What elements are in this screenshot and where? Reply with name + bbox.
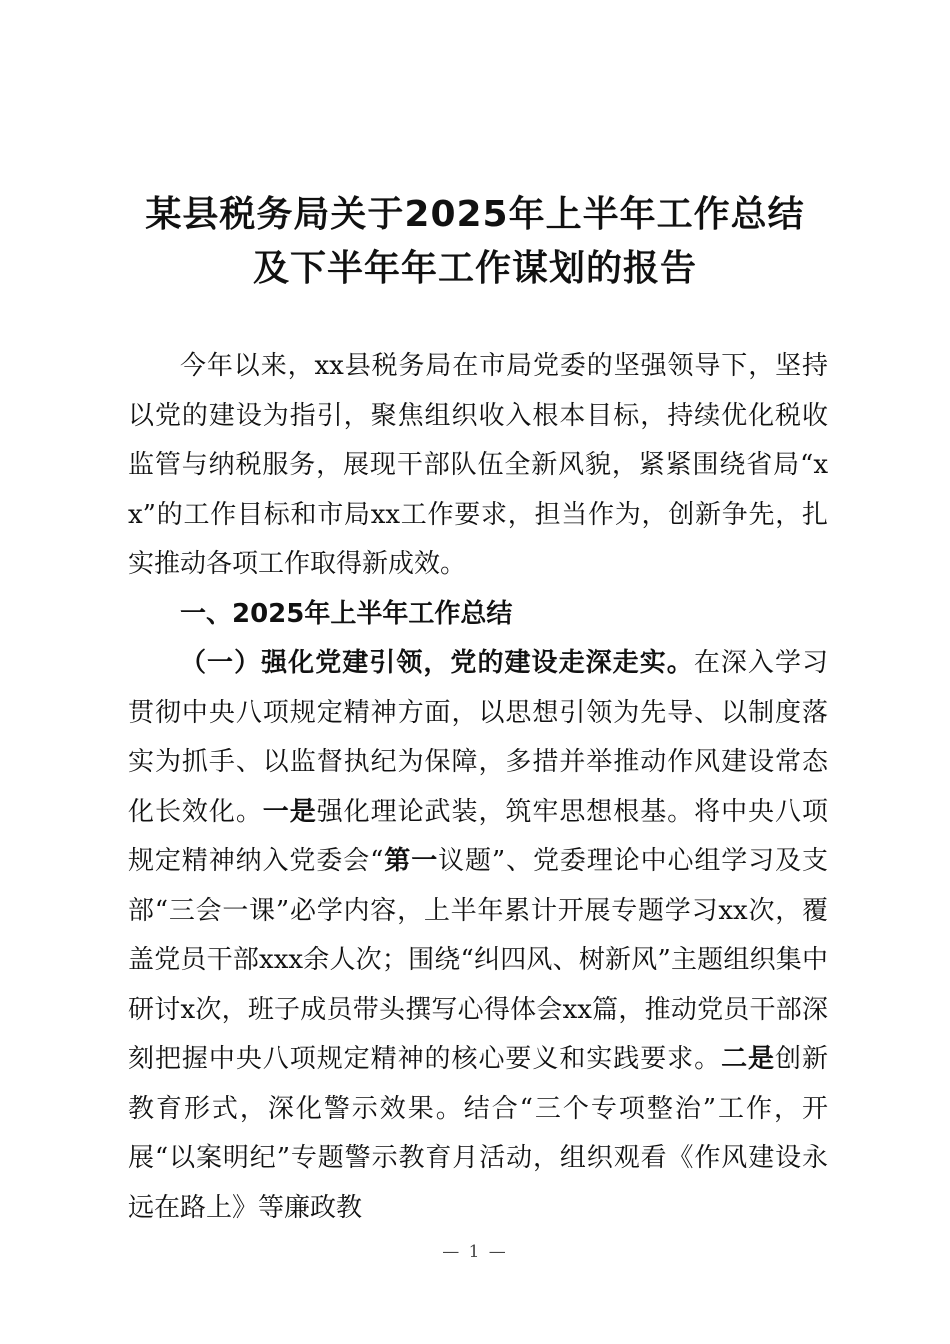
subsection-1-heading: （一）强化党建引领，党的建设走深走实。 [180, 648, 694, 678]
point-1-label: 一是 [262, 796, 317, 827]
document-title [60, 188, 890, 296]
point-2-label: 二是 [721, 1044, 776, 1074]
subsection-1-paragraph [128, 639, 828, 1233]
subsection-1-text-1: 在深入学习贯彻中央八项规定精神方面，以思想引领为先导、以制度落实为抓手、以监督执纪为保障，多措并举推动作风建设常态化长效化。 [128, 648, 828, 827]
subsection-1-text-3: 议题”、党委理论中心组学习及支部“三会一课”必学内容，上半年累计开展专题学习xx次，覆盖党员干部xxx余人次；围绕“纠四风、树新风”主题组织集中研讨x次，班子成员带头撰写心得体会xx篇，推动党员干部深刻把握中央八项规定精神的核心要义和实践要求。 [128, 846, 828, 1074]
title-line-1: 某县税务局关于2025年上半年工作总结 [145, 194, 805, 235]
title-line-2: 及下半年年工作谋划的报告 [252, 248, 697, 289]
section-1-heading: 一、2025年上半年工作总结 [180, 598, 513, 629]
document-body [128, 342, 828, 1233]
first-topic-label: 第一 [383, 846, 439, 876]
subsection-1-text-4: 创新教育形式，深化警示效果。结合“三个专项整治”工作，开展“以案明纪”专题警示教育月活动，组织观看《作风建设永远在路上》等廉政教 [128, 1044, 828, 1223]
subsection-1-text-2: 强化理论武装，筑牢思想根基。将中央八项规定精神纳入党委会“ [128, 796, 828, 876]
intro-paragraph: 今年以来，xx县税务局在市局党委的坚强领导下，坚持以党的建设为指引，聚焦组织收入根本目标，持续优化税收监管与纳税服务，展现干部队伍全新风貌，紧紧围绕省局“xx”的工作目标和市局xx工作要求，担当作为，创新争先，扎实推动各项工作取得新成效。 [128, 351, 828, 579]
page-number: — 1 — [442, 1242, 508, 1262]
